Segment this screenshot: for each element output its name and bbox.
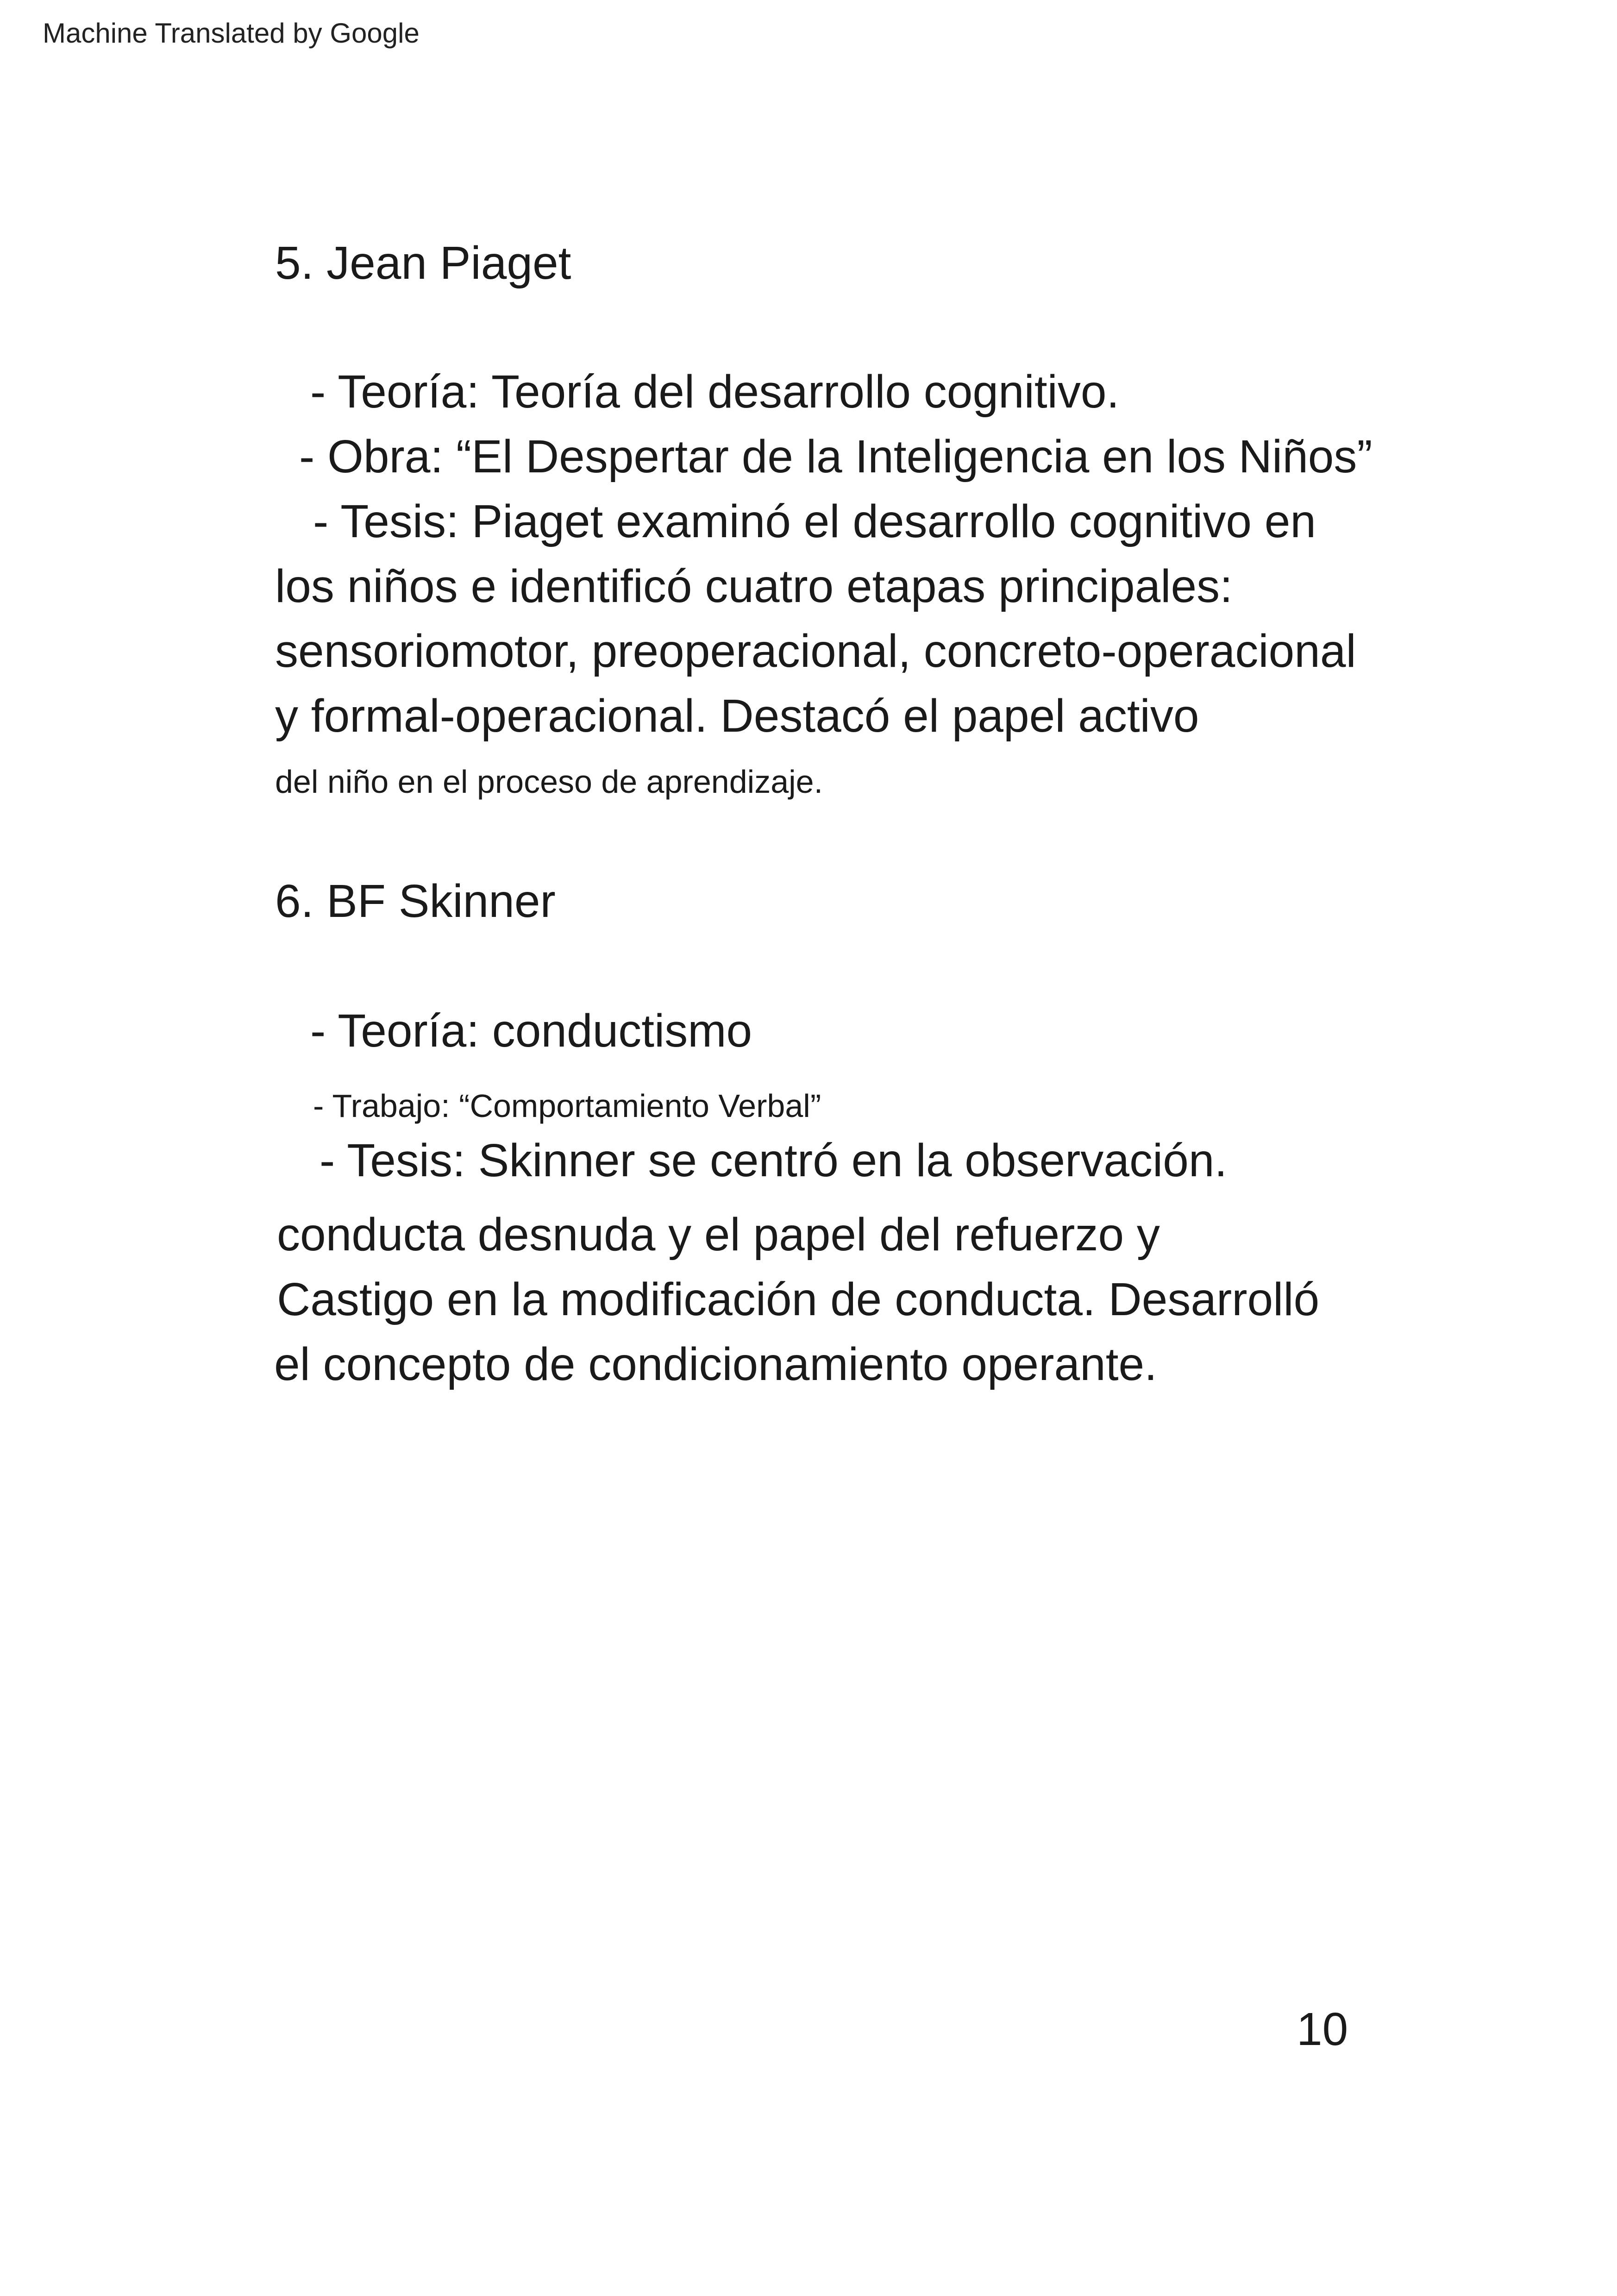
piaget-work-line: - Obra: “El Despertar de la Inteligencia en los Niños” bbox=[299, 431, 1373, 483]
page-number: 10 bbox=[1297, 2003, 1348, 2055]
section-heading-skinner: 6. BF Skinner bbox=[275, 875, 556, 927]
piaget-thesis-line-4: y formal-operacional. Destacó el papel activo bbox=[275, 690, 1199, 742]
skinner-thesis-line-1: - Tesis: Skinner se centró en la observación. bbox=[320, 1135, 1228, 1186]
piaget-thesis-line-1: - Tesis: Piaget examinó el desarrollo cognitivo en bbox=[313, 496, 1316, 547]
skinner-thesis-line-4: el concepto de condicionamiento operante. bbox=[274, 1338, 1157, 1390]
piaget-thesis-line-2: los niños e identificó cuatro etapas principales: bbox=[275, 560, 1233, 612]
piaget-thesis-line-3: sensoriomotor, preoperacional, concreto-operacional bbox=[275, 625, 1356, 677]
skinner-thesis-line-3: Castigo en la modificación de conducta. Desarrolló bbox=[277, 1273, 1320, 1325]
skinner-theory-line: - Teoría: conductismo bbox=[310, 1005, 752, 1057]
piaget-theory-line: - Teoría: Teoría del desarrollo cognitivo. bbox=[310, 366, 1120, 418]
watermark: Machine Translated by Google bbox=[43, 18, 420, 49]
section-heading-piaget: 5. Jean Piaget bbox=[275, 237, 571, 289]
skinner-thesis-line-2: conducta desnuda y el papel del refuerzo y bbox=[277, 1209, 1160, 1261]
piaget-thesis-line-5: del niño en el proceso de aprendizaje. bbox=[275, 764, 823, 800]
skinner-work-line: - Trabajo: “Comportamiento Verbal” bbox=[313, 1088, 821, 1124]
